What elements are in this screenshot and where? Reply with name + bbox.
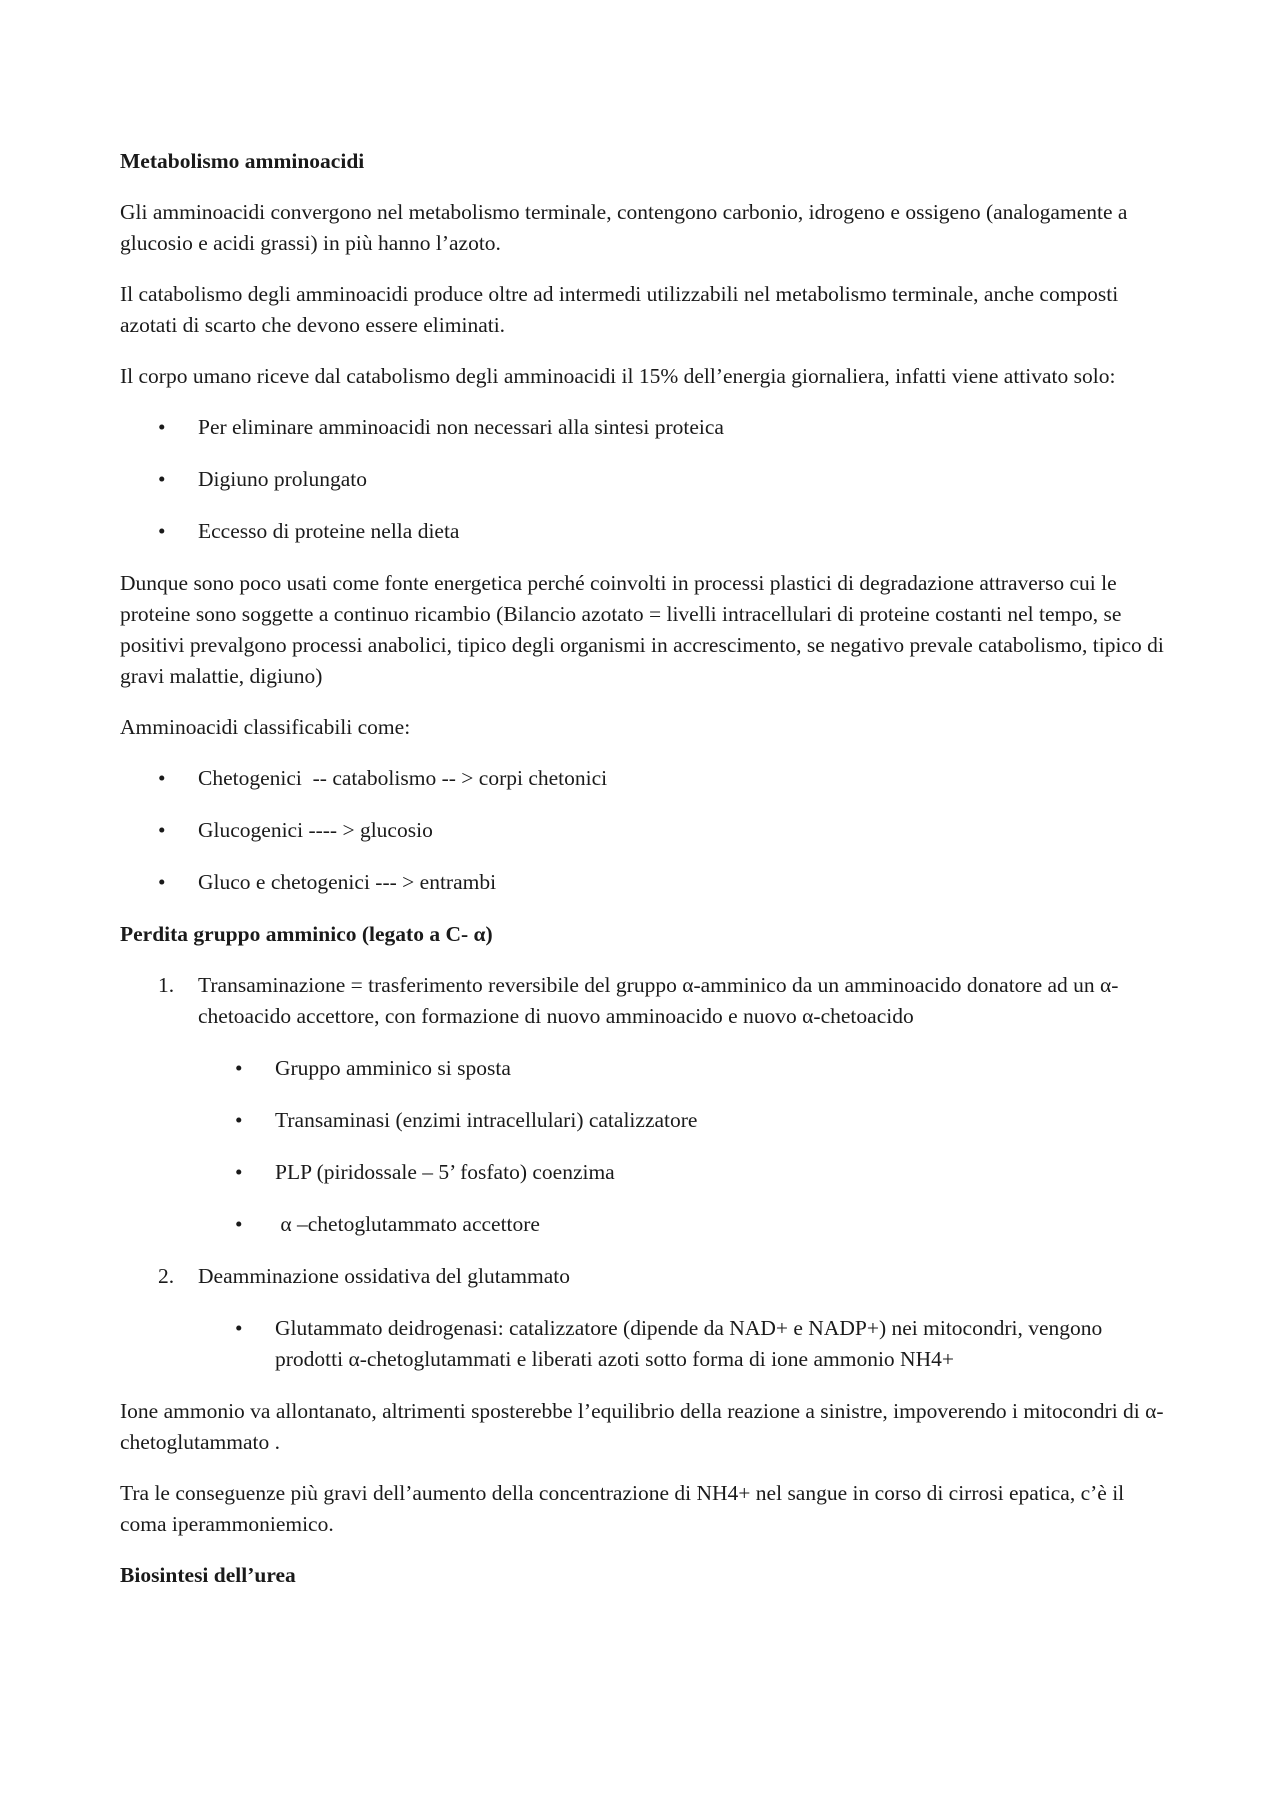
- numbered-item-transamination: [120, 970, 1170, 1240]
- list-item: • Gruppo amminico si sposta: [120, 1053, 1170, 1084]
- list-item: • Glutammato deidrogenasi: catalizzatore (dipende da NAD+ e NADP+) nei mitocondri, vengono prodotti α-chetoglutammati e liberati azoti sotto forma di ione ammonio NH4+: [120, 1313, 1170, 1375]
- list-item: • Per eliminare amminoacidi non necessari alla sintesi proteica: [120, 412, 1170, 443]
- bullet-icon: •: [158, 766, 166, 790]
- paragraph-1: Gli amminoacidi convergono nel metabolismo terminale, contengono carbonio, idrogeno e ossigeno (analogamente a glucosio e acidi grassi) in più hanno l’azoto.: [120, 200, 1128, 255]
- activation-list: [120, 412, 1170, 547]
- paragraph-2: Il catabolismo degli amminoacidi produce oltre ad intermedi utilizzabili nel metabolismo terminale, anche composti azotati di scarto che devono essere eliminati.: [120, 282, 1119, 337]
- bullet-icon: •: [235, 1212, 243, 1236]
- list-item: • Gluco e chetogenici --- > entrambi: [120, 867, 1170, 898]
- list-item: • Chetogenici -- catabolismo -- > corpi chetonici: [120, 763, 1170, 794]
- bullet-icon: •: [235, 1108, 243, 1132]
- bullet-icon: •: [235, 1316, 243, 1340]
- paragraph-6: Ione ammonio va allontanato, altrimenti sposterebbe l’equilibrio della reazione a sinistre, impoverendo i mitocondri di α-chetoglutammato .: [120, 1399, 1164, 1454]
- paragraph-4: Dunque sono poco usati come fonte energetica perché coinvolti in processi plastici di degradazione attraverso cui le proteine sono soggette a continuo ricambio (Bilancio azotato = livelli intracellulari di proteine costanti nel tempo, se positivi prevalgono processi anabolici, tipico degli organismi in accrescimento, se negativo prevale catabolismo, tipico di gravi malattie, digiuno): [120, 571, 1164, 688]
- sub-list: [120, 1053, 1170, 1240]
- bullet-icon: •: [235, 1160, 243, 1184]
- item-number: 1.: [158, 973, 175, 997]
- numbered-item-deamination: [120, 1261, 1170, 1375]
- list-item: • Eccesso di proteine nella dieta: [120, 516, 1170, 547]
- section-heading-urea: Biosintesi dell’urea: [120, 1563, 296, 1587]
- classification-list: [120, 763, 1170, 898]
- paragraph-3: Il corpo umano riceve dal catabolismo degli amminoacidi il 15% dell’energia giornaliera, infatti viene attivato solo:: [120, 364, 1116, 388]
- list-item: • α –chetoglutammato accettore: [120, 1209, 1170, 1240]
- document-page: [120, 146, 1170, 1611]
- numbered-list: [120, 970, 1170, 1375]
- list-item: • Glucogenici ---- > glucosio: [120, 815, 1170, 846]
- item-number: 2.: [158, 1264, 175, 1288]
- bullet-icon: •: [158, 870, 166, 894]
- list-item: • Digiuno prolungato: [120, 464, 1170, 495]
- bullet-icon: •: [235, 1056, 243, 1080]
- section-heading-amino-loss: Perdita gruppo amminico (legato a C- α): [120, 922, 493, 946]
- document-title: Metabolismo amminoacidi: [120, 149, 365, 173]
- list-item: • PLP (piridossale – 5’ fosfato) coenzima: [120, 1157, 1170, 1188]
- item-text: Transaminazione = trasferimento reversibile del gruppo α-amminico da un amminoacido donatore ad un α-chetoacido accettore, con formazione di nuovo amminoacido e nuovo α-chetoacido: [198, 973, 1119, 1028]
- paragraph-5: Amminoacidi classificabili come:: [120, 715, 411, 739]
- bullet-icon: •: [158, 415, 166, 439]
- bullet-icon: •: [158, 467, 166, 491]
- item-text: Deamminazione ossidativa del glutammato: [198, 1264, 570, 1288]
- list-item: • Transaminasi (enzimi intracellulari) catalizzatore: [120, 1105, 1170, 1136]
- bullet-icon: •: [158, 818, 166, 842]
- sub-list: [120, 1313, 1170, 1375]
- bullet-icon: •: [158, 519, 166, 543]
- paragraph-7: Tra le conseguenze più gravi dell’aumento della concentrazione di NH4+ nel sangue in corso di cirrosi epatica, c’è il coma iperammoniemico.: [120, 1481, 1125, 1536]
